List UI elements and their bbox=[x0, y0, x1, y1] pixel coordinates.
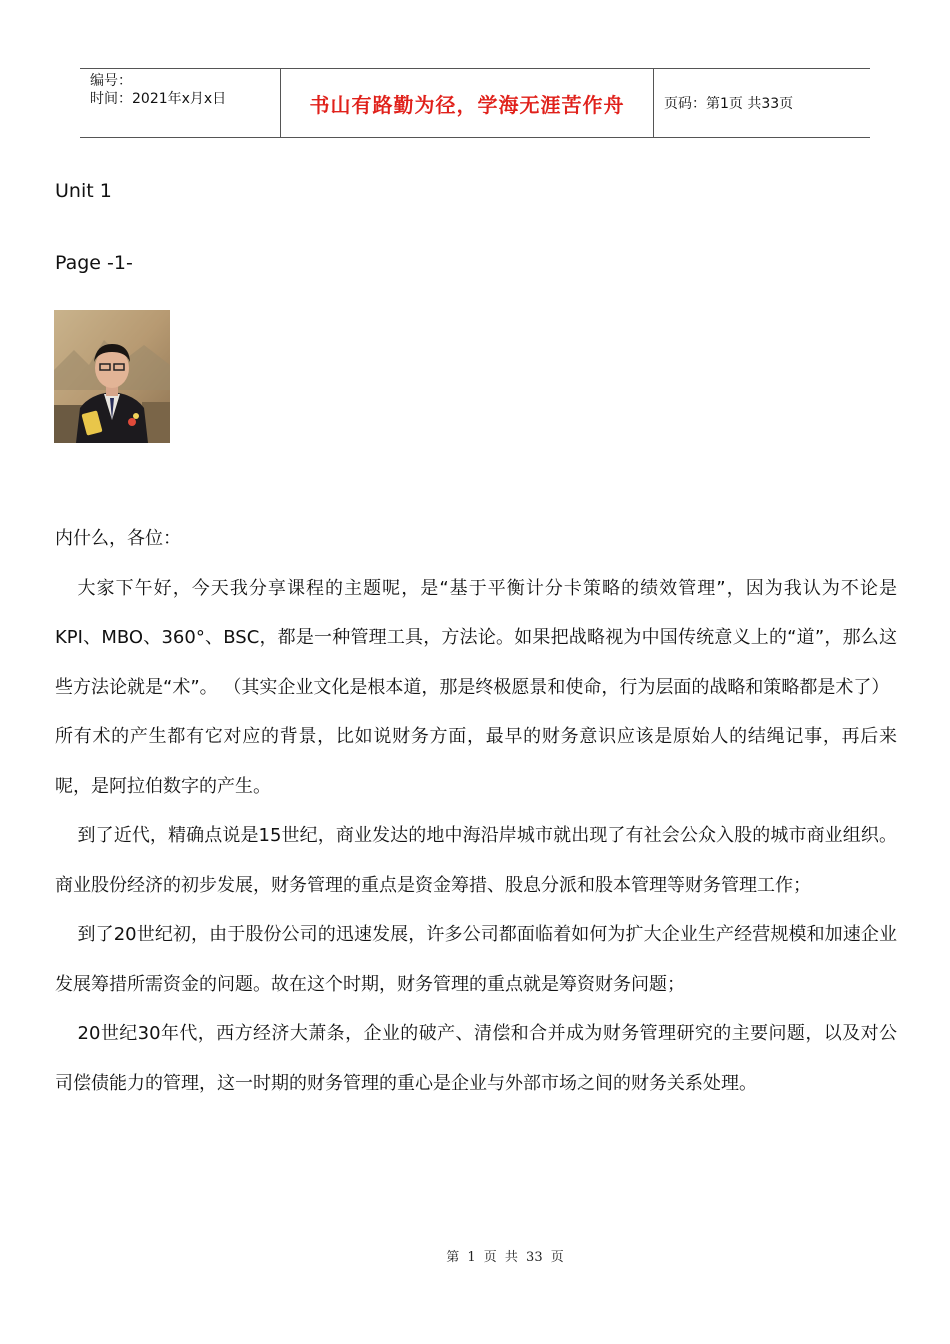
doc-date-label: 时间：2021年x月x日 bbox=[90, 91, 227, 107]
document-header bbox=[80, 68, 870, 138]
paragraph: 所有术的产生都有它对应的背景，比如说财务方面，最早的财务意识应该是原始人的结绳记事，再后来呢，是阿拉伯数字的产生。 bbox=[55, 726, 897, 797]
greeting-paragraph: 内什么，各位： bbox=[55, 528, 181, 549]
paragraph: 到了近代，精确点说是15世纪，商业发达的地中海沿岸城市就出现了有社会公众入股的城市商业组织。商业股份经济的初步发展，财务管理的重点是资金筹措、股息分派和股本管理等财务管理工作； bbox=[55, 825, 897, 896]
paragraph: 20世纪30年代，西方经济大萧条，企业的破产、清偿和合并成为财务管理研究的主要问题，以及对公司偿债能力的管理，这一时期的财务管理的重心是企业与外部市场之间的财务关系处理。 bbox=[55, 1023, 897, 1094]
speaker-photo bbox=[54, 310, 170, 443]
paragraph: 大家下午好，今天我分享课程的主题呢，是“基于平衡计分卡策略的绩效管理”，因为我认为不论是KPI、MBO、360°、BSC，都是一种管理工具，方法论。如果把战略视为中国传统意义上的“道”，那么这些方法论就是“术”。 （其实企业文化是根本道，那是终极愿景和使命，行为层面的战略和策略都是术了） bbox=[55, 577, 897, 698]
header-page-info: 页码：第1页 共33页 bbox=[664, 96, 794, 112]
page-footer: 第 1 页 共 33 页 bbox=[446, 1250, 564, 1265]
paragraph: 到了20世纪初，由于股份公司的迅速发展，许多公司都面临着如何为扩大企业生产经营规模和加速企业发展筹措所需资金的问题。故在这个时期，财务管理的重点就是筹资财务问题； bbox=[55, 924, 897, 995]
page-label: Page -1- bbox=[55, 252, 133, 274]
body-text bbox=[55, 514, 897, 1108]
unit-title: Unit 1 bbox=[55, 180, 112, 202]
doc-number-label: 编号： bbox=[90, 73, 132, 89]
header-motto: 书山有路勤为径，学海无涯苦作舟 bbox=[281, 69, 654, 137]
header-meta bbox=[80, 69, 281, 137]
